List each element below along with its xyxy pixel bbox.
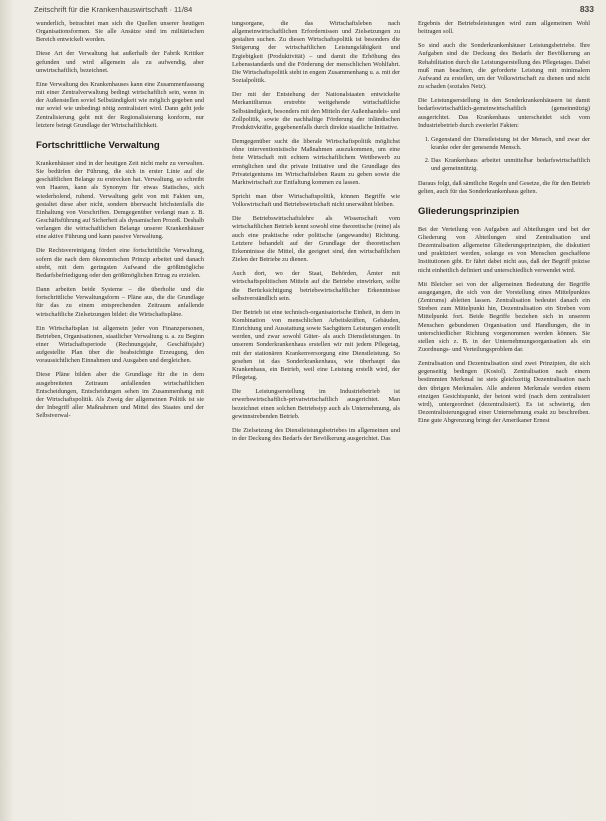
paragraph: Der Betrieb ist eine technisch-organisatorische Einheit, in dem in Kombination von menschlichen Arbeitskräften, Gebäuden, Einrichtung und Ausstattung sowie Sachgütern Leistungen erstellt werden, und zwar sowohl Güter- als auch Dienstleistungen. In unserem Sonderkrankenhaus erstellen wir mit jedem Pflegetag, mit der stationären Krankenversorgung eine Dienstleistung. So gesehen ist das Sonderkrankenhaus, wie überhaupt das Krankenhaus, ein Betrieb, weil eine Leistung erstellt wird, der Pflegetag. (232, 308, 400, 382)
paragraph: Diese Pläne bilden aber die Grundlage für die in dem ausgebreiteten Zeitraum anfallenden wirtschaftlichen Entscheidungen, Entscheidungen sehen im Zusammenhang mit der Wirtschaftspolitik. Als Zweig der allgemeinen Politik ist sie der Inbegriff aller Maßnahmen und Mittel des Staates und der Selbstverwal- (36, 371, 204, 420)
column-middle (232, 20, 400, 449)
paragraph: Mit Bleicher sei von der allgemeinen Bedeutung der Begriffe ausgegangen, die sich von der Vorstellung eines Mittelpunktes (Zentrums) ableiten lassen. Zentralisation bedeutet danach ein Streben zum Mittelpunkt hin, Dezentralisation ein Streben vom Mittelpunkt fort. Beide Begriffe beziehen sich in unserem Menschen gebundenen Organisation und Handlungen, die in unterschiedlicher Richtung vorgenommen werden können. Sie stellen sich z. B. in der Unternehmungsorganisation als ein Zuordnungs- und Verteilungsproblem dar. (418, 280, 590, 353)
paragraph: Die Leistungserstellung im Industriebetrieb ist erwerbswirtschaftlich-privatwirtschaftlich ausgerichtet. Man bezeichnet einen solchen Betriebstyp auch als Unternehmung, als gewinnstrebenden Betrieb. (232, 388, 400, 420)
list-item: 1. Gegenstand der Dienstleistung ist der Mensch, und zwar der kranke oder der genesende Mensch. (431, 136, 590, 152)
paragraph: tungsorgane, die das Wirtschaftsleben nach allgemeinwirtschaftlichen Erfordernissen und Zielsetzungen zu gestalten suchen. Zu diesen Wirtschaftspolitik ist besonders die Steigerung der wirtschaftlichen Leistungsfähigkeit und Ergiebigkeit (Produktivität) – und damit die Erhöhung des Lebensstandards und die Förderung der menschlichen Wohlfahrt. Die Wirtschaftspolitik steht in engem Zusammenhang u. a. mit der Sozialpolitik. (232, 20, 400, 85)
paragraph: Die Zielsetzung des Dienstleistungsbetriebes im allgemeinen und in der Deckung des Bedarfs der Bevölkerung ausgerichtet. Das (232, 426, 400, 443)
paragraph: So sind auch die Sonderkrankenhäuser Leistungsbetriebe. Ihre Aufgaben sind die Deckung des Bedarfs der Bevölkerung an Rehabilitation durch die Leistungserstellung des Pflegetages. Dabei muß man beachten, die geforderte Leistung mit minimalem Aufwand zu erstellen, um der Volkswirtschaft zu dienen und nicht zu schaden (soziales Netz). (418, 42, 590, 91)
numbered-list (418, 136, 590, 174)
paragraph: wunderlich, betrachtet man sich die Quellen unserer heutigen Organisationsformen. Sie alle Ansätze sind im militärischen Bereich entwickelt worden. (36, 20, 204, 44)
paragraph: Daraus folgt, daß sämtliche Regeln und Gesetze, die für den Betrieb gelten, auch für das Sonderkrankenhaus gelten. (418, 179, 590, 195)
paragraph: Bei der Verteilung von Aufgaben auf Abteilungen und bei der Gliederung von Abteilungen sind Zentralisation und Dezentralisation allgemeine Gliederungsprinzipien, die diskutiert und praktiziert werden, solange es von Menschen geschaffene Institutionen gibt. Er fährt dabei nicht aus, daß der Begriff präzise nicht einheitlich definiert und unterschiedlich verwendet wird. (418, 225, 590, 274)
column-left (36, 20, 204, 426)
paragraph: Der mit der Entstehung der Nationalstaaten entwickelte Merkantilismus erstrebte weitgehende wirtschaftliche Selbständigkeit, besonders mit den Mitteln der Außenhandels- und Zollpolitik, sowie die nachhaltige Förderung der inländischen Produktivkräfte, gegebenenfalls durch direkte staatliche Initiative. (232, 91, 400, 131)
journal-title: Zeitschrift für die Krankenhauswirtschaft · 11/84 (34, 5, 193, 14)
paragraph: Krankenhäuser sind in der heutigen Zeit nicht mehr zu verwalten. Sie bedürfen der Führung, die sich in erster Linie auf die geschäftlichen Belange zu erstrecken hat. Verwaltung, so schreibt von Haaren, kann als Synonym für etwas Statisches, sich wiederholend, ruhend. Verwaltung geht von mit Fakten um, gestaltet diese aber nicht, sondern überwacht höchstenfalls die Einhaltung von Vorschriften. Demgegenüber verlangt man z. B. Geschäftsführung auf Sicherheit als dynamischen Prozeß. Deshalb verlangen die wirtschaftlichen Belange unserer Krankenhäuser eine aktive Führung und kann passive Verwaltung. (36, 159, 204, 241)
paragraph: Die Betriebswirtschaftslehre als Wissenschaft vom wirtschaftlichen Betrieb kennt sowohl eine theoretische (reine) als auch eine praktische oder politische (angewandte) Richtung. Letztere behandelt auf der Grundlage der theoretischen Erkenntnisse die Mittel, die geeignet sind, den wirtschaftlichen Zielen der Betriebe zu dienen. (232, 215, 400, 264)
paragraph: Die Leistungserstellung in den Sonderkrankenhäusern ist damit bedarfswirtschaftlich-gemeinwirtschaftlich (gemeinnützig) ausgerichtet. Das Krankenhaus unterscheidet sich vom Industriebetrieb durch zweierlei Fakten: (418, 97, 590, 129)
paragraph: Dann arbeiten beide Systeme – die überholte und die fortschrittliche Verwaltungsform – Pläne aus, die die Grundlage für das zu einem entsprechenden Zeitraum anfallende wirtschaftliche Zielsetzungen bildet: die Wirtschaftspläne. (36, 286, 204, 318)
paragraph: Ein Wirtschaftsplan ist allgemein jeder von Finanzpersonen, Betrieben, Organisationen, staatlicher Verwaltung u. a. zu Beginn einer Wirtschaftsperiode (Rechnungsjahr, Geschäftsjahr) aufgestellte Plan über die beabsichtigte Erzeugung, den voraussichtlichen Einnahmen und Ausgaben und dergleichen. (36, 324, 204, 365)
paragraph: Diese Art der Verwaltung hat außerhalb der Fabrik Kritiker gefunden und wird allgemein als zu aufwendig, aber unwirtschaftlich, bezeichnet. (36, 50, 204, 74)
section-heading: Gliederungsprinzipien (418, 205, 520, 217)
column-right (418, 20, 590, 431)
page-number: 833 (579, 4, 594, 14)
running-header (34, 5, 594, 17)
list-item: 2. Das Krankenhaus arbeitet unmittelbar bedarfswirtschaftlich und gemeinnützig. (431, 157, 590, 173)
paragraph: Zentralisation und Dezentralisation sind zwei Prinzipien, die sich gegenseitig bedingen (Kosiol). Zentralisation nach einem bestimmten Merkmal ist stets gleichzeitig Dezentralisation nach den übrigen Merkmalen. Alle anderen Merkmale werden einem einzigen Gesichtspunkt, der betont wird (nach dem zentralisiert wird), untergeordnet (dezentralisiert). Es ist schwierig, den Dezentralisierungsgrad einer Unternehmung exakt zu beschreiben. Eine gute Abgrenzung bringt der Amerikaner Ernest (418, 360, 590, 425)
paragraph: Spricht man über Wirtschaftspolitik, können Begriffe wie Volkswirtschaft und Betriebswirtschaft nicht unerwähnt bleiben. (232, 192, 400, 209)
paragraph: Auch dort, wo der Staat, Behörden, Ämter mit wirtschaftspolitischen Mitteln auf die Betriebe einwirken, sollte die Berücksichtigung betriebswirtschaftlicher Erkenntnisse selbstverständlich sein. (232, 270, 400, 302)
paragraph: Ergebnis der Betriebsleistungen wird zum allgemeinen Wohl beitragen soll. (418, 20, 590, 36)
section-heading: Fortschrittliche Verwaltung (36, 139, 160, 151)
paragraph: Demgegenüber sucht die liberale Wirtschaftspolitik möglichst ohne interventionistische Maßnahmen auszukommen, um eine freie Wirtschaft mit echtem wirtschaftlichem Wettbewerb zu ermöglichen und die private Initiative und die Grundlage des Privateigentums im Wirtschaftsleben Raum zu geben sowie die Marktwirtschaft zur Entfaltung kommen zu lassen. (232, 138, 400, 186)
paragraph: Eine Verwaltung des Krankenhauses kann eine Zusammenfassung mit einer Zentralverwaltung bedingt wirtschaftlich sein, wenn in der Außenstellen soviel Selbständigkeit wie möglich gegeben und nur soviel wie unbedingt nötig zentralisiert wird. Dann geht jede Zentralisierung geht mit der Regionalisierung konform, nur letztere beingt Grundlage der Wirtschaftlichkeit. (36, 80, 204, 129)
paragraph: Die Rechtsvereinigung fördert eine fortschrittliche Verwaltung, sofern die nach dem ökonomischen Prinzip arbeitet und danach strebt, mit dem geringsten Aufwand die größtmögliche Bedarfsbefriedigung oder den größtmöglichen Ertrag zu erzielen. (36, 247, 204, 279)
